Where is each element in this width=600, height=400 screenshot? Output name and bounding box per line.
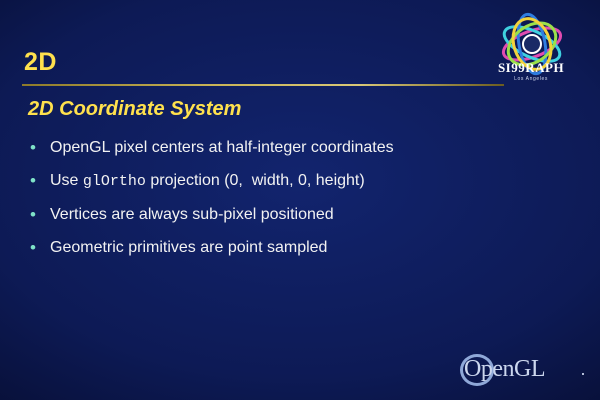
list-item xyxy=(30,138,570,158)
page-title: 2D xyxy=(24,48,57,76)
list-item xyxy=(30,238,570,258)
bullet-dot-icon: • xyxy=(30,138,36,157)
siggraph-location-label: Los Angeles xyxy=(514,76,548,82)
code-token: glOrtho xyxy=(82,173,146,190)
title-divider xyxy=(22,84,504,86)
bullet-dot-icon: • xyxy=(30,238,36,257)
bullet-dot-icon: • xyxy=(30,205,36,224)
bullet-text xyxy=(50,171,365,192)
bullet-text-pre: Use xyxy=(50,172,83,189)
bullet-text xyxy=(50,205,334,225)
bullet-text-post: projection (0, width, 0, height) xyxy=(145,172,365,189)
bullet-dot-icon: • xyxy=(30,171,36,190)
bullet-text xyxy=(50,238,327,258)
list-item xyxy=(30,171,570,192)
siggraph-wordmark: SI99RAPH xyxy=(497,60,565,75)
slide-subtitle: 2D Coordinate System xyxy=(28,98,242,120)
list-item xyxy=(30,205,570,225)
bullet-list xyxy=(30,138,570,271)
bullet-text-pre: Vertices are always sub-pixel positioned xyxy=(50,206,334,223)
opengl-wordmark: OpenGL xyxy=(464,356,545,382)
bullet-text-pre: OpenGL pixel centers at half-integer coordinates xyxy=(50,139,394,156)
bullet-text-pre: Geometric primitives are point sampled xyxy=(50,239,328,256)
bullet-text xyxy=(50,138,394,158)
opengl-dot: · xyxy=(580,363,586,383)
opengl-logo-icon xyxy=(460,352,586,390)
